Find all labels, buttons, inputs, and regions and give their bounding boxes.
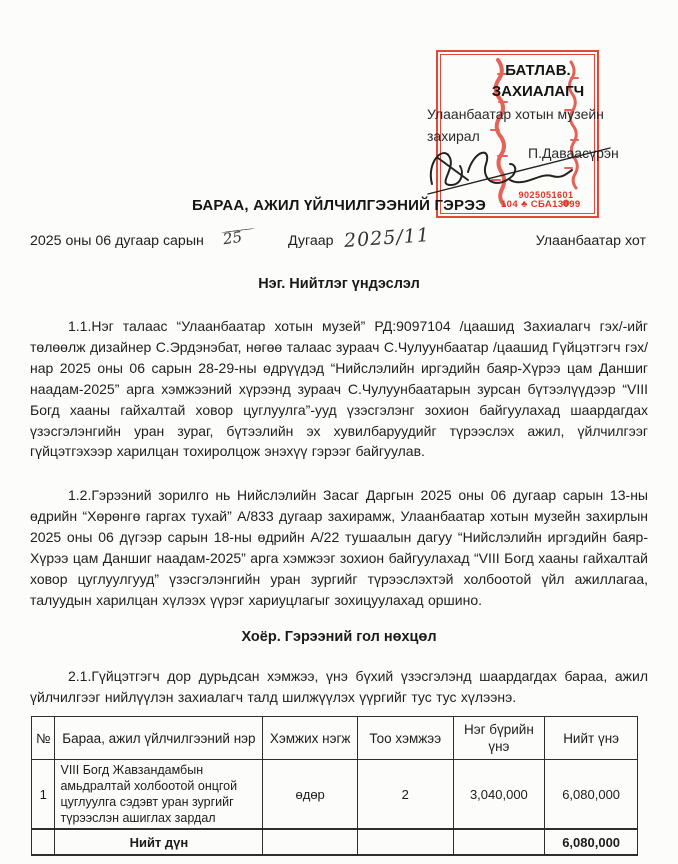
cell-unit-price: 3,040,000	[453, 760, 545, 830]
col-header-index: №	[32, 717, 55, 760]
col-header-unit-price: Нэг бүрийн үнэ	[453, 717, 545, 760]
signature-icon	[424, 128, 614, 200]
document-title: БАРАА, АЖИЛ ҮЙЛЧИЛГЭЭНИЙ ГЭРЭЭ	[191, 197, 487, 214]
stamp-customer-label: ЗАХИАЛАГЧ	[491, 83, 585, 100]
number-label: Дугаар	[288, 233, 334, 249]
total-empty-unit	[263, 829, 358, 855]
total-empty-unit-price	[453, 829, 545, 855]
table-row	[32, 760, 638, 830]
signer-name: П.Даваасүрэн	[528, 145, 619, 161]
stamp-approval-text	[462, 60, 614, 102]
total-empty-index	[32, 829, 55, 855]
cell-total-price: 6,080,000	[545, 760, 638, 830]
paragraph-2-1: 2.1.Гүйцэтгэгч дор дурьдсан хэмжээ, үнэ бүхий үзэсгэлэнд шаардагдах бараа, ажил үйлчилгээг нийлүүлэн захиалагч талд шилжүүлэх үүргийг тус тус хүлээнэ.	[30, 668, 648, 705]
cell-qty: 2	[357, 760, 453, 830]
stamp-org-line1: Улаанбаатар хотын музейн	[427, 106, 604, 122]
handwritten-day: 25	[221, 227, 244, 249]
items-table	[31, 716, 638, 856]
col-header-total-price: Нийт үнэ	[545, 717, 638, 760]
cell-item-name: VIII Богд Жавзандамбын амьдралтай холбоотой онцгой цуглуулга сэдэвт уран зургийг түрээслэн ашиглах зардал	[55, 760, 263, 830]
cell-index: 1	[32, 760, 55, 830]
paragraph-1-2: 1.2.Гэрээний зорилго нь Нийслэлийн Засаг Даргын 2025 оны 06 дугаар сарын 13-ны өдрийн “Хөрөнгө гаргах тухай” А/833 дугаар захирамж, Улаанбаатар хотын музейн захирлын 2025 оны 06 дүгээр сарын 18-ны өдрийн А/22 тушаалын дагуу “Нийслэлийн иргэдийн баяр-Хүрээ цам Даншиг наадам-2025” арга хэмжээг зохион байгуулахад “VIII Богд хааны гайхалтай ховор цуглуулгууд” үзэсгэлэнгийн уран зургийг түрээслэхтэй холбоотой үйл ажиллагаа, талуудын харилцан хүлээх үүрэг хариуцлагыг зохицуулахад оршино.	[30, 487, 648, 608]
cell-unit: өдөр	[263, 760, 358, 830]
total-label: Нийт дүн	[55, 829, 263, 855]
paragraph-1-1: 1.1.Нэг талаас “Улаанбаатар хотын музей” РД:9097104 /цаашид Захиалагч гэх/-ийг төлөөлж дизайнер С.Эрдэнэбат, нөгөө талаас зураач С.Чулуунбаатар /цаашид Гүйцэтгэгч гэх/ нар 2025 оны 06 сарын 28-29-ны өдрүүдэд “Нийслэлийн иргэдийн баяр-Хүрээ цам Даншиг наадам-2025” арга хэмжээний хүрээнд зураач С.Чулуунбаатарын зурсан бүтээлүүдээр “VIII Богд хааны гайхалтай ховор цуглуулга”-ууд үзэсгэлэнг зохион байгуулахад шаардагдах үзэсгэлэнгийн уран зураг, бүтээлийн эх хувилбаруудийг түрээслэх ажил, үйлчилгээг гүйцэтгэхээр харилцан тохиролцож энэхүү гэрээг байгуулав.	[30, 318, 648, 460]
dateline	[0, 224, 678, 259]
stamp-org-line2: захирал	[427, 128, 480, 144]
section2-heading: Хоёр. Гэрээний гол нөхцөл	[241, 629, 437, 645]
stamp-code-number: 104 ♣ СБА13099	[501, 199, 581, 210]
col-header-qty: Тоо хэмжээ	[357, 717, 453, 760]
section1-heading: Нэг. Нийтлэг үндэслэл	[258, 276, 420, 292]
handwritten-number: 2025/11	[343, 224, 431, 252]
col-header-name: Бараа, ажил үйлчилгээний нэр	[55, 717, 263, 760]
table-total-row	[32, 829, 638, 855]
city-label: Улаанбаатар хот	[535, 233, 646, 249]
total-value: 6,080,000	[545, 829, 638, 855]
col-header-unit: Хэмжих нэгж	[263, 717, 358, 760]
stamp-registration-number: 9025051601	[518, 190, 574, 200]
date-prefix: 2025 оны 06 дугаар сарын	[30, 233, 204, 249]
total-empty-qty	[357, 829, 453, 855]
stamp-approved-label: БАТЛАВ.	[505, 62, 571, 79]
table-header-row	[32, 717, 638, 760]
